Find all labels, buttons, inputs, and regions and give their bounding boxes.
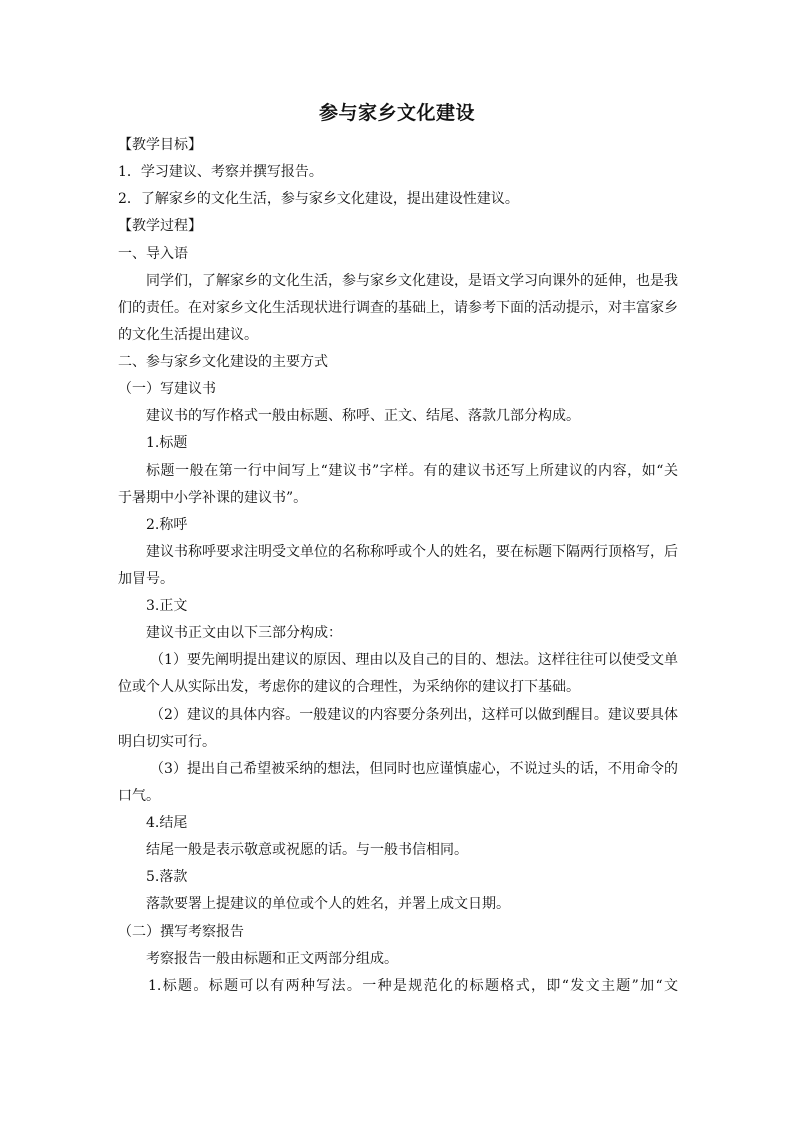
paragraph-line: 1.标题。标题可以有两种写法。一种是规范化的标题格式，即“发文主题”加“文 xyxy=(148,978,678,994)
paragraph-line: （3）提出自己希望被采纳的想法，但同时也应谨慎虚心，不说过头的话，不用命令的 xyxy=(150,761,678,777)
document-title: 参与家乡文化建设 xyxy=(318,102,475,124)
subsection-heading-proposal: （一）写建议书 xyxy=(118,381,216,397)
item-heading-title: 1.标题 xyxy=(146,435,188,451)
paragraph-line: 考察报告一般由标题和正文两部分组成。 xyxy=(146,951,398,967)
paragraph-line: 建议书的写作格式一般由标题、称呼、正文、结尾、落款几部分构成。 xyxy=(146,408,580,424)
paragraph-line: （1）要先阐明提出建议的原因、理由以及自己的目的、想法。这样往往可以使受文单 xyxy=(150,652,678,668)
paragraph-line: 位或个人从实际出发，考虑你的建议的合理性，为采纳你的建议打下基础。 xyxy=(118,679,580,695)
item-heading-salutation: 2.称呼 xyxy=(146,517,188,533)
paragraph-line: 口气。 xyxy=(118,788,160,804)
objective-item-2: 2．了解家乡的文化生活，参与家乡文化建设，提出建设性建议。 xyxy=(118,191,519,207)
paragraph-line: 标题一般在第一行中间写上“建议书”字样。有的建议书还写上所建议的内容，如“关 xyxy=(146,463,678,479)
objective-item-1: 1．学习建议、考察并撰写报告。 xyxy=(118,164,323,180)
paragraph-line: 建议书称呼要求注明受文单位的名称称呼或个人的姓名，要在标题下隔两行顶格写，后 xyxy=(146,544,678,560)
paragraph-line: 建议书正文由以下三部分构成： xyxy=(146,625,342,641)
subsection-heading-methods: 二、参与家乡文化建设的主要方式 xyxy=(118,354,328,370)
paragraph-line: 加冒号。 xyxy=(118,571,174,587)
item-heading-signature: 5.落款 xyxy=(146,869,188,885)
section-heading-objectives: 【教学目标】 xyxy=(118,137,202,153)
paragraph-line: 结尾一般是表示敬意或祝愿的话。与一般书信相同。 xyxy=(146,842,468,858)
paragraph-line: 落款要署上提建议的单位或个人的姓名，并署上成文日期。 xyxy=(146,896,510,912)
subsection-heading-report: （二）撰写考察报告 xyxy=(118,924,244,940)
paragraph-line: （2）建议的具体内容。一般建议的内容要分条列出，这样可以做到醒目。建议要具体 xyxy=(150,707,678,723)
item-heading-closing: 4.结尾 xyxy=(146,815,188,831)
paragraph-line: 同学们，了解家乡的文化生活，参与家乡文化建设，是语文学习向课外的延伸，也是我 xyxy=(146,273,678,289)
paragraph-line: 于暑期中小学补课的建议书”。 xyxy=(118,490,308,506)
paragraph-line: 们的责任。在对家乡文化生活现状进行调查的基础上，请参考下面的活动提示，对丰富家乡 xyxy=(118,300,678,316)
item-heading-body: 3.正文 xyxy=(146,598,188,614)
paragraph-line: 的文化生活提出建议。 xyxy=(118,327,258,343)
subsection-heading-intro: 一、导入语 xyxy=(118,246,188,262)
section-heading-process: 【教学过程】 xyxy=(118,218,202,234)
paragraph-line: 明白切实可行。 xyxy=(118,734,216,750)
